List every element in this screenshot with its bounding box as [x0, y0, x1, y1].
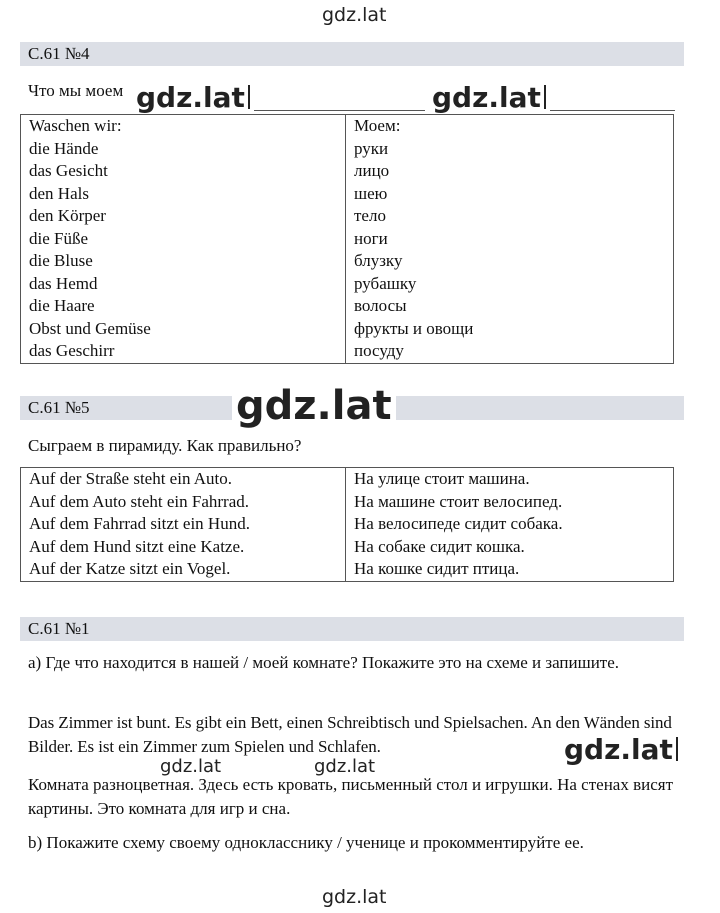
russian-cell: рубашку [346, 273, 674, 296]
german-cell: Auf dem Auto steht ein Fahrrad. [21, 491, 346, 514]
german-cell: die Haare [21, 295, 346, 318]
task-a-text: а) Где что находится в нашей / моей комнате? Покажите это на схеме и запишите. [28, 653, 620, 672]
german-cell: die Bluse [21, 250, 346, 273]
russian-cell: фрукты и овощи [346, 318, 674, 341]
german-cell: Obst und Gemüse [21, 318, 346, 341]
german-cell: Auf dem Fahrrad sitzt ein Hund. [21, 513, 346, 536]
table-row [21, 536, 674, 559]
watermark-overlay: gdz.lat [560, 735, 682, 765]
table-row [21, 295, 674, 318]
table-row [21, 160, 674, 183]
table-row [21, 273, 674, 296]
watermark-top: gdz.lat [322, 4, 387, 26]
section-prompt-s61-4: Что мы моем [28, 81, 124, 100]
russian-cell: блузку [346, 250, 674, 273]
german-cell: das Geschirr [21, 340, 346, 363]
russian-cell: ноги [346, 228, 674, 251]
underline [545, 110, 675, 111]
russian-cell: шею [346, 183, 674, 206]
watermark-small: gdz.lat [160, 756, 222, 777]
german-cell: Waschen wir: [21, 115, 346, 138]
table-row [21, 340, 674, 363]
russian-cell: На машине стоит велосипед. [346, 491, 674, 514]
section-header-s61-1: С.61 №1 [20, 617, 684, 641]
watermark-overlay: gdz.lat [428, 83, 550, 113]
russian-text: Комната разноцветная. Здесь есть кровать, письменный стол и игрушки. На стенах висят картины. Это комната для игр и сна. [28, 775, 674, 818]
russian-cell: лицо [346, 160, 674, 183]
russian-cell: руки [346, 138, 674, 161]
german-cell: Auf der Straße steht ein Auto. [21, 468, 346, 491]
watermark-small: gdz.lat [314, 756, 376, 777]
german-cell: das Hemd [21, 273, 346, 296]
task-b-text: b) Покажите схему своему однокласснику / ученице и прокомментируйте ее. [28, 833, 584, 852]
german-cell: die Füße [21, 228, 346, 251]
table-row [21, 183, 674, 206]
section-header-s61-4: С.61 №4 [20, 42, 684, 66]
german-cell: die Hände [21, 138, 346, 161]
table-row [21, 513, 674, 536]
russian-cell: На кошке сидит птица. [346, 558, 674, 581]
section-prompt-s61-5: Сыграем в пирамиду. Как правильно? [28, 436, 302, 455]
russian-cell: На собаке сидит кошка. [346, 536, 674, 559]
watermark-bottom: gdz.lat [322, 886, 387, 908]
russian-cell: посуду [346, 340, 674, 363]
german-cell: den Hals [21, 183, 346, 206]
table-row [21, 228, 674, 251]
german-cell: Auf dem Hund sitzt eine Katze. [21, 536, 346, 559]
russian-cell: На улице стоит машина. [346, 468, 674, 491]
pyramid-table [20, 467, 674, 582]
table-row [21, 138, 674, 161]
russian-cell: тело [346, 205, 674, 228]
russian-cell: волосы [346, 295, 674, 318]
german-cell: das Gesicht [21, 160, 346, 183]
russian-cell: Моем: [346, 115, 674, 138]
table-row [21, 558, 674, 581]
watermark-overlay: gdz.lat [132, 83, 254, 113]
table-row [21, 468, 674, 491]
table-row [21, 491, 674, 514]
table-row [21, 250, 674, 273]
german-cell: den Körper [21, 205, 346, 228]
german-cell: Auf der Katze sitzt ein Vogel. [21, 558, 346, 581]
watermark-overlay: gdz.lat [232, 386, 396, 426]
underline [250, 110, 425, 111]
wash-table [20, 114, 674, 364]
german-text: Das Zimmer ist bunt. Es gibt ein Bett, einen Schreibtisch und Spielsachen. An den Wänden sind Bilder. Es ist ein Zimmer zum Spielen und Schlafen. [28, 713, 672, 756]
section-header-s61-5: С.61 №5 [20, 396, 684, 420]
table-row [21, 205, 674, 228]
table-row [21, 318, 674, 341]
table-row [21, 115, 674, 138]
russian-cell: На велосипеде сидит собака. [346, 513, 674, 536]
